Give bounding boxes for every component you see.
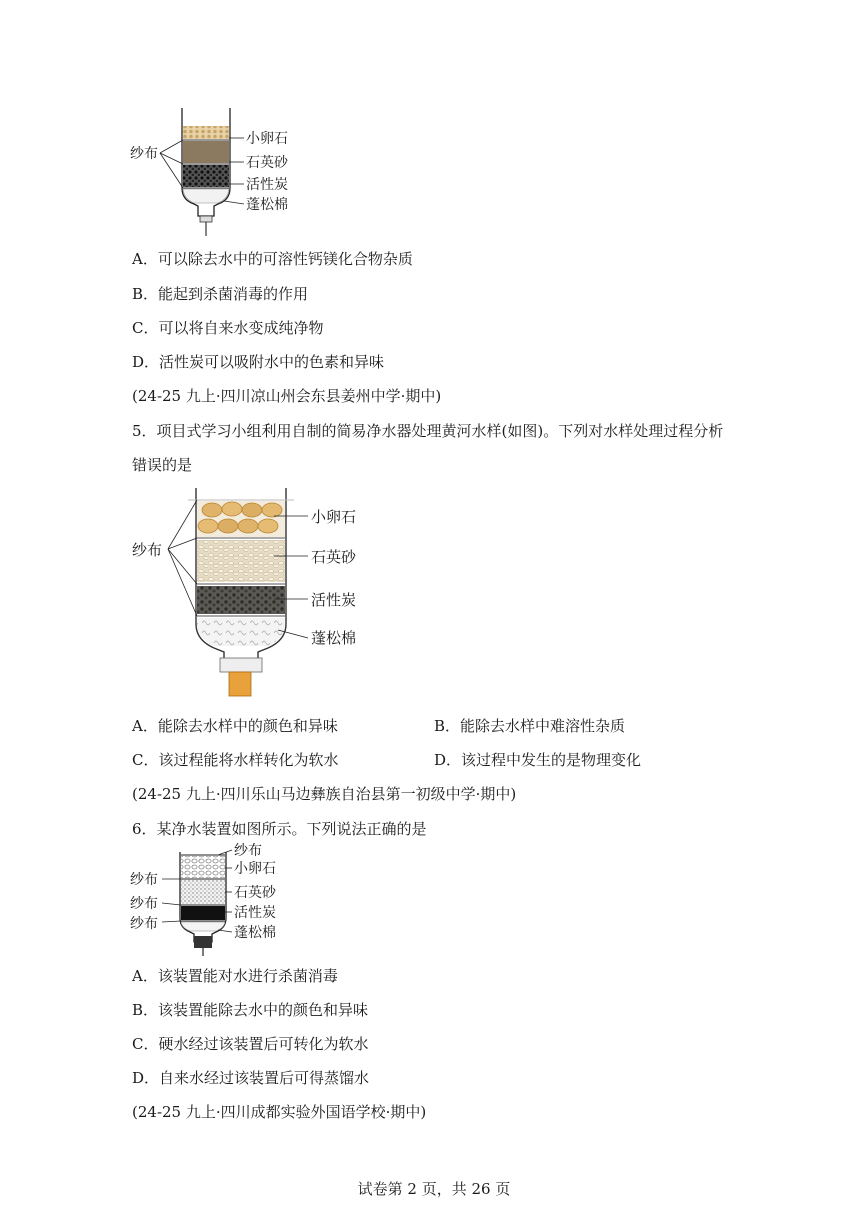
q6-stem: 6．某净水装置如图所示。下列说法正确的是 bbox=[132, 820, 427, 838]
cotton-layer bbox=[197, 618, 285, 646]
label-gauze-left-3: 纱布 bbox=[130, 916, 158, 932]
q5-option-a: A．能除去水样中的颜色和异味 bbox=[132, 717, 338, 735]
activated-carbon-layer bbox=[183, 165, 229, 187]
q4-option-b: B．能起到杀菌消毒的作用 bbox=[132, 285, 309, 303]
label-cotton: 蓬松棉 bbox=[311, 629, 357, 647]
label-activated-carbon: 活性炭 bbox=[234, 905, 276, 921]
water-filter-figure-3 bbox=[128, 840, 328, 960]
q6-source: (24-25 九上·四川乐山马边彝族自治县第一初级中学·期中) bbox=[132, 785, 517, 803]
quartz-sand-layer bbox=[183, 141, 229, 163]
label-quartz-sand: 石英砂 bbox=[311, 548, 357, 566]
q5-option-c: C．该过程能将水样转化为软水 bbox=[132, 751, 339, 769]
label-quartz-sand: 石英砂 bbox=[234, 885, 276, 901]
activated-carbon-layer bbox=[197, 586, 285, 614]
q7-source: (24-25 九上·四川成都实验外国语学校·期中) bbox=[132, 1103, 427, 1121]
label-cotton: 蓬松棉 bbox=[246, 197, 288, 213]
label-gauze-left-1: 纱布 bbox=[130, 872, 158, 888]
q6-option-a: A．该装置能对水进行杀菌消毒 bbox=[132, 967, 338, 985]
q5-stem-line1: 5．项目式学习小组利用自制的简易净水器处理黄河水样(如图)。下列对水样处理过程分析 bbox=[132, 422, 724, 440]
pebble-layer bbox=[183, 126, 229, 139]
label-activated-carbon: 活性炭 bbox=[311, 591, 357, 609]
label-gauze: 纱布 bbox=[130, 146, 158, 162]
quartz-sand-layer bbox=[181, 880, 225, 904]
label-gauze-left-2: 纱布 bbox=[130, 896, 158, 912]
label-pebbles: 小卵石 bbox=[311, 508, 357, 526]
cotton-layer bbox=[183, 189, 229, 203]
label-gauze: 纱布 bbox=[132, 541, 163, 559]
outlet-cap bbox=[229, 672, 251, 696]
q4-option-d: D．活性炭可以吸附水中的色素和异味 bbox=[132, 353, 385, 371]
q6-option-c: C．硬水经过该装置后可转化为软水 bbox=[132, 1035, 369, 1053]
label-cotton: 蓬松棉 bbox=[234, 925, 276, 941]
pebble-layer bbox=[197, 501, 285, 537]
q5-option-b: B．能除去水样中难溶性杂质 bbox=[434, 717, 626, 735]
q6-option-b: B．该装置能除去水中的颜色和异味 bbox=[132, 1001, 369, 1019]
q4-option-c: C．可以将自来水变成纯净物 bbox=[132, 319, 324, 337]
water-filter-figure-2 bbox=[128, 488, 388, 703]
q4-option-a: A．可以除去水中的可溶性钙镁化合物杂质 bbox=[132, 250, 413, 268]
q5-source: (24-25 九上·四川凉山州会东县姜州中学·期中) bbox=[132, 387, 442, 405]
q5-option-d: D．该过程中发生的是物理变化 bbox=[434, 751, 642, 769]
q5-stem-line2: 错误的是 bbox=[132, 456, 193, 474]
quartz-sand-layer bbox=[197, 540, 285, 582]
label-quartz-sand: 石英砂 bbox=[246, 155, 288, 171]
label-pebbles: 小卵石 bbox=[234, 861, 276, 877]
label-gauze-top: 纱布 bbox=[234, 843, 262, 859]
pebble-layer bbox=[181, 856, 225, 878]
label-pebbles: 小卵石 bbox=[246, 131, 288, 147]
q6-option-d: D．自来水经过该装置后可得蒸馏水 bbox=[132, 1069, 370, 1087]
label-activated-carbon: 活性炭 bbox=[246, 177, 288, 193]
page-footer: 试卷第 2 页，共 26 页 bbox=[357, 1180, 511, 1198]
water-filter-figure-1 bbox=[128, 104, 328, 239]
cotton-layer bbox=[181, 922, 225, 931]
activated-carbon-layer bbox=[181, 906, 225, 920]
